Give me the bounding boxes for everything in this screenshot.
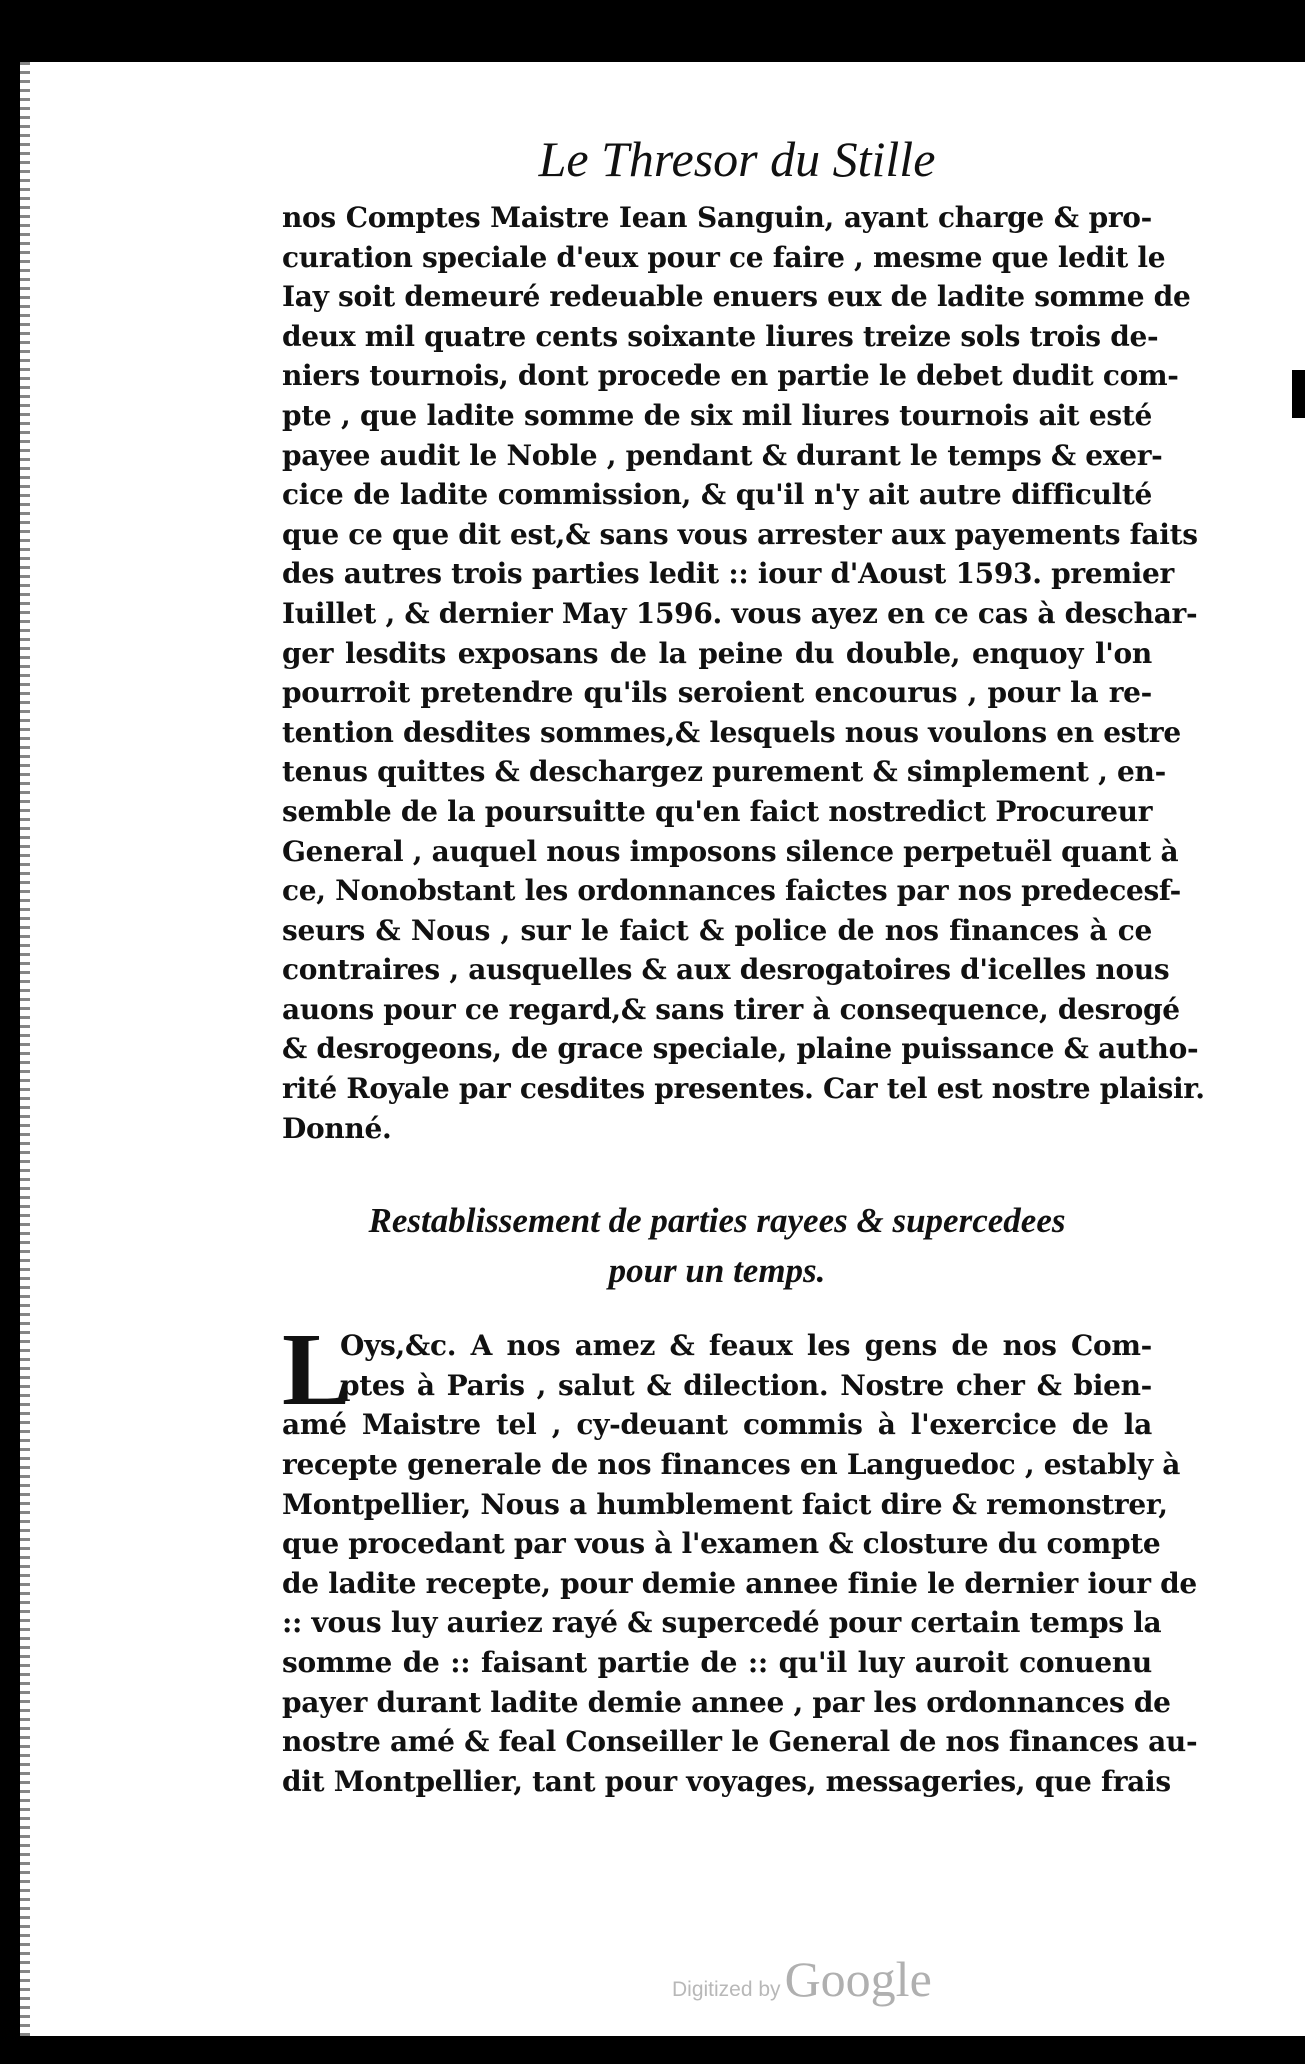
scan-border-left xyxy=(0,0,20,2064)
text-line: tention desdites sommes,& lesquels nous voulons en estre xyxy=(282,715,1181,749)
section-title-line-2: pour un temps. xyxy=(608,1251,826,1291)
paragraph-2 xyxy=(282,1312,1198,1801)
text-line: & desrogeons, de grace speciale, plaine puissance & autho- xyxy=(282,1032,1199,1066)
text-line: recepte generale de nos finances en Languedoc , estably à xyxy=(282,1448,1181,1482)
paragraph-1 xyxy=(282,198,1205,1148)
text-line: que procedant par vous à l'examen & closture du compte xyxy=(282,1527,1161,1561)
digitized-by-label: Digitized by xyxy=(672,1978,781,2001)
text-line: pourroit pretendre qu'ils seroient encourus , pour la re- xyxy=(282,676,1152,710)
text-line: seurs & Nous , sur le faict & police de nos finances à ce xyxy=(282,913,1152,947)
text-line: nos Comptes Maistre Iean Sanguin, ayant charge & pro- xyxy=(282,201,1152,234)
text-line: pte , que ladite somme de six mil liures tournois ait esté xyxy=(282,398,1152,432)
google-brand: Google xyxy=(784,1951,932,2007)
text-line: Donné. xyxy=(282,1111,392,1145)
text-line: Iuillet , & dernier May 1596. vous ayez en ce cas à deschar- xyxy=(282,596,1198,630)
text-line: Oys,&c. A nos amez & feaux les gens de nos Com- xyxy=(340,1329,1152,1363)
text-line: ce, Nonobstant les ordonnances faictes par nos predecesf- xyxy=(282,874,1181,908)
paragraph-2-lines xyxy=(282,1312,1198,1801)
text-line: somme de :: faisant partie de :: qu'il luy auroit conuenu xyxy=(282,1646,1152,1679)
text-line: Montpellier, Nous a humblement faict dire & remonstrer, xyxy=(282,1487,1168,1521)
text-line: ptes à Paris , salut & dilection. Nostre cher & bien- xyxy=(340,1368,1152,1402)
text-line: semble de la poursuitte qu'en faict nostredict Procureur xyxy=(282,794,1153,828)
scan-border-top xyxy=(0,0,1305,62)
text-line: payer durant ladite demie annee , par les ordonnances de xyxy=(282,1685,1171,1719)
text-line: que ce que dit est,& sans vous arrester aux payements faits xyxy=(282,517,1198,551)
text-line: deux mil quatre cents soixante liures treize sols trois de- xyxy=(282,319,1159,353)
text-line: contraires , ausquelles & aux desrogatoires d'icelles nous xyxy=(282,953,1170,987)
scan-border-bottom xyxy=(0,2036,1305,2064)
page-stack-edge xyxy=(20,62,30,2064)
text-line: dit Montpellier, tant pour voyages, messageries, que frais xyxy=(282,1764,1171,1798)
text-line: cice de ladite commission, & qu'il n'y ait autre difficulté xyxy=(282,478,1152,512)
text-line: de ladite recepte, pour demie annee finie le dernier iour de xyxy=(282,1566,1197,1600)
digitized-by-google-watermark xyxy=(672,1950,1012,2010)
text-line: nostre amé & feal Conseiller le General de nos finances au- xyxy=(282,1725,1198,1759)
page-body xyxy=(282,128,1205,1801)
drop-cap: L xyxy=(282,1312,352,1428)
text-line: :: vous luy auriez rayé & supercedé pour certain temps la xyxy=(282,1606,1162,1640)
text-line: amé Maistre tel , cy-deuant commis à l'exercice de la xyxy=(282,1408,1152,1442)
running-head: Le Thresor du Stille xyxy=(538,131,936,187)
section-title xyxy=(282,1196,1152,1296)
text-line: curation speciale d'eux pour ce faire , mesme que ledit le xyxy=(282,240,1166,274)
text-line: des autres trois parties ledit :: iour d'Aoust 1593. premier xyxy=(282,557,1174,591)
text-line: ger lesdits exposans de la peine du double, enquoy l'on xyxy=(282,636,1152,670)
text-line: payee audit le Noble , pendant & durant le temps & exer- xyxy=(282,438,1163,472)
text-line: General , auquel nous imposons silence perpetuël quant à xyxy=(282,834,1179,868)
scan-artifact-right xyxy=(1292,370,1305,418)
text-line: Iay soit demeuré redeuable enuers eux de ladite somme de xyxy=(282,280,1191,314)
text-line: rité Royale par cesdites presentes. Car tel est nostre plaisir. xyxy=(282,1072,1205,1106)
text-line: tenus quittes & deschargez purement & simplement , en- xyxy=(282,755,1166,789)
text-line: niers tournois, dont procede en partie le debet dudit com- xyxy=(282,359,1179,393)
section-title-line-1: Restablissement de parties rayees & supercedees xyxy=(368,1201,1066,1241)
text-line: auons pour ce regard,& sans tirer à consequence, desrogé xyxy=(282,992,1180,1026)
